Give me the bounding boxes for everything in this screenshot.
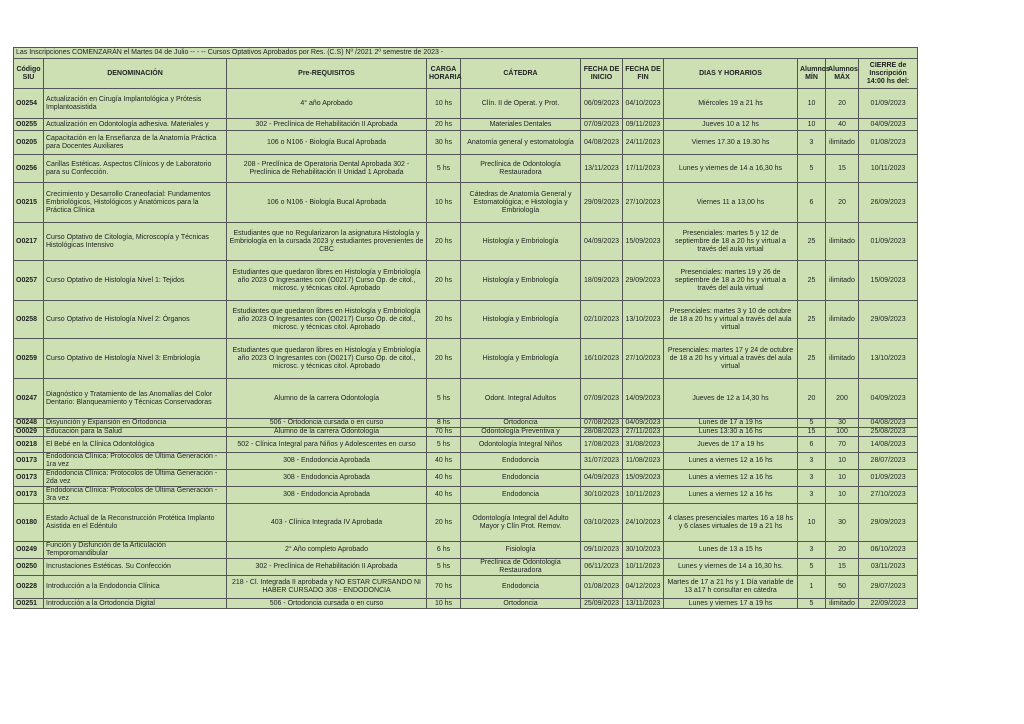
cell-codigo: O0205	[14, 131, 44, 155]
cell-carga: 40 hs	[427, 453, 461, 470]
cell-dias: Lunes y viernes de 14 a 16,30 hs	[664, 155, 798, 183]
cell-min: 25	[798, 223, 826, 261]
cell-carga: 5 hs	[427, 437, 461, 453]
cell-min: 3	[798, 470, 826, 487]
cell-inicio: 04/09/2023	[581, 223, 623, 261]
cell-prerequisitos: Estudiantes que no Regularizaron la asignatura Histología y Embriología en la cursada 2023 y estudiantes provenientes de CBC	[227, 223, 427, 261]
cell-prerequisitos: 106 o N106 - Biología Bucal Aprobada	[227, 131, 427, 155]
cell-carga: 20 hs	[427, 119, 461, 131]
cell-cierre: 29/09/2023	[859, 504, 918, 542]
cell-cierre: 04/08/2023	[859, 419, 918, 428]
cell-denominacion: Introducción a la Endodoncia Clínica	[44, 576, 227, 599]
cell-denominacion: Curso Optativo de Citología, Microscopía y Técnicas Histológicas Intensivo	[44, 223, 227, 261]
cell-fin: 31/08/2023	[623, 437, 664, 453]
cell-inicio: 09/10/2023	[581, 542, 623, 559]
cell-max: 20	[826, 89, 859, 119]
cell-prerequisitos: 506 - Ortodoncia cursada o en curso	[227, 419, 427, 428]
cell-min: 10	[798, 89, 826, 119]
table-row	[14, 301, 918, 339]
header-codigo: Código SIU	[14, 59, 44, 89]
cell-dias: Lunes a viernes 12 a 16 hs	[664, 487, 798, 504]
cell-catedra: Odontología Integral del Adulto Mayor y Clín Prot. Remov.	[461, 504, 581, 542]
cell-dias: Jueves 10 a 12 hs	[664, 119, 798, 131]
table-row	[14, 379, 918, 419]
cell-prerequisitos: 106 o N106 - Biología Bucal Aprobada	[227, 183, 427, 223]
cell-dias: Miércoles 19 a 21 hs	[664, 89, 798, 119]
cell-max: 10	[826, 453, 859, 470]
cell-fin: 29/09/2023	[623, 261, 664, 301]
cell-fin: 13/10/2023	[623, 301, 664, 339]
cell-prerequisitos: 302 - Preclínica de Rehabilitación II Aprobada	[227, 559, 427, 576]
cell-cierre: 01/09/2023	[859, 89, 918, 119]
cell-codigo: O0259	[14, 339, 44, 379]
header-denominacion: DENOMINACIÓN	[44, 59, 227, 89]
cell-denominacion: Actualización en Cirugía Implantológica y Prótesis Implantoasistida	[44, 89, 227, 119]
cell-prerequisitos: Estudiantes que quedaron libres en Histología y Embriología año 2023 O Ingresantes con (O0217) Curso Op. de citol., microsc. y técnicas citol. Aprobado	[227, 261, 427, 301]
cell-denominacion: Endodoncia Clínica: Protocolos de Última Generación - 2da vez	[44, 470, 227, 487]
header-cierre: CIERRE de Inscripción 14:00 hs del:	[859, 59, 918, 89]
cell-max: 15	[826, 559, 859, 576]
cell-carga: 6 hs	[427, 542, 461, 559]
cell-carga: 70 hs	[427, 428, 461, 437]
cell-codigo: O0258	[14, 301, 44, 339]
cell-denominacion: Estado Actual de la Reconstrucción Protética Implanto Asistida en el Edéntulo	[44, 504, 227, 542]
cell-cierre: 01/09/2023	[859, 470, 918, 487]
cell-codigo: O0248	[14, 419, 44, 428]
cell-inicio: 03/10/2023	[581, 504, 623, 542]
cell-catedra: Odont. Integral Adultos	[461, 379, 581, 419]
cell-denominacion: Curso Optativo de Histología Nivel 3: Embriología	[44, 339, 227, 379]
cell-max: ilimitado	[826, 301, 859, 339]
cell-codigo: O0217	[14, 223, 44, 261]
cell-codigo: O0256	[14, 155, 44, 183]
cell-dias: Lunes a viernes 12 a 16 hs	[664, 453, 798, 470]
cell-inicio: 13/11/2023	[581, 155, 623, 183]
cell-min: 5	[798, 155, 826, 183]
cell-max: 15	[826, 155, 859, 183]
cell-inicio: 04/08/2023	[581, 131, 623, 155]
cell-dias: Viernes 17.30 a 19.30 hs	[664, 131, 798, 155]
cell-min: 25	[798, 261, 826, 301]
cell-denominacion: Introducción a la Ortodoncia Digital	[44, 599, 227, 609]
cell-dias: Jueves de 17 a 19 hs	[664, 437, 798, 453]
table-row	[14, 419, 918, 428]
cell-min: 25	[798, 339, 826, 379]
cell-cierre: 29/09/2023	[859, 301, 918, 339]
cell-fin: 27/11/2023	[623, 428, 664, 437]
cell-fin: 04/10/2023	[623, 89, 664, 119]
cell-max: 20	[826, 542, 859, 559]
cell-carga: 10 hs	[427, 599, 461, 609]
cell-cierre: 27/10/2023	[859, 487, 918, 504]
header-dias: DIAS Y HORARIOS	[664, 59, 798, 89]
cell-dias: Presenciales: martes 5 y 12 de septiembre de 18 a 20 hs y virtual a través del aula virtual	[664, 223, 798, 261]
cell-catedra: Preclínica de Odontología Restauradora	[461, 559, 581, 576]
cell-codigo: O0251	[14, 599, 44, 609]
cell-min: 5	[798, 419, 826, 428]
table-row	[14, 119, 918, 131]
cell-prerequisitos: 218 - Cl. Integrada II aprobada y NO ESTAR CURSANDO NI HABER CURSADO 308 - ENDODONCIA	[227, 576, 427, 599]
cell-catedra: Histología y Embriología	[461, 339, 581, 379]
cell-min: 6	[798, 183, 826, 223]
cell-max: 20	[826, 183, 859, 223]
cell-codigo: O0218	[14, 437, 44, 453]
cell-min: 20	[798, 379, 826, 419]
cell-inicio: 06/11/2023	[581, 559, 623, 576]
cell-codigo: O0249	[14, 542, 44, 559]
cell-prerequisitos: Alumno de la carrera Odontología	[227, 428, 427, 437]
cell-carga: 20 hs	[427, 504, 461, 542]
cell-denominacion: Carillas Estéticas. Aspectos Clínicos y de Laboratorio para su Confección.	[44, 155, 227, 183]
cell-carga: 40 hs	[427, 487, 461, 504]
cell-inicio: 06/09/2023	[581, 89, 623, 119]
table-row	[14, 559, 918, 576]
cell-cierre: 14/08/2023	[859, 437, 918, 453]
table-row	[14, 183, 918, 223]
cell-denominacion: Capacitación en la Enseñanza de la Anatomía Práctica para Docentes Auxiliares	[44, 131, 227, 155]
cell-inicio: 17/08/2023	[581, 437, 623, 453]
cell-inicio: 01/08/2023	[581, 576, 623, 599]
cell-cierre: 22/09/2023	[859, 599, 918, 609]
cell-inicio: 07/09/2023	[581, 119, 623, 131]
cell-fin: 17/11/2023	[623, 155, 664, 183]
table-row	[14, 428, 918, 437]
cell-codigo: O0215	[14, 183, 44, 223]
cell-fin: 10/11/2023	[623, 487, 664, 504]
cell-dias: Lunes y viernes de 14 a 16,30 hs.	[664, 559, 798, 576]
cell-prerequisitos: Alumno de la carrera Odontología	[227, 379, 427, 419]
table-row	[14, 155, 918, 183]
cell-cierre: 13/10/2023	[859, 339, 918, 379]
cell-denominacion: Actualización en Odontología adhesiva. Materiales y	[44, 119, 227, 131]
cell-prerequisitos: Estudiantes que quedaron libres en Histología y Embriología año 2023 O Ingresantes con (O0217) Curso Op. de citol., microsc. y técnicas citol. Aprobado	[227, 301, 427, 339]
cell-max: 10	[826, 487, 859, 504]
cell-min: 10	[798, 504, 826, 542]
cell-inicio: 25/09/2023	[581, 599, 623, 609]
cell-prerequisitos: 506 - Ortodoncia cursada o en curso	[227, 599, 427, 609]
cell-dias: Lunes de 13 a 15 hs	[664, 542, 798, 559]
cell-catedra: Odontología Integral Niños	[461, 437, 581, 453]
cell-codigo: O0247	[14, 379, 44, 419]
cell-codigo: O0173	[14, 453, 44, 470]
header-catedra: CÁTEDRA	[461, 59, 581, 89]
cell-prerequisitos: 4° año Aprobado	[227, 89, 427, 119]
cell-cierre: 01/08/2023	[859, 131, 918, 155]
cell-catedra: Endodoncia	[461, 470, 581, 487]
cell-max: 70	[826, 437, 859, 453]
cell-catedra: Histología y Embriología	[461, 261, 581, 301]
cell-min: 3	[798, 453, 826, 470]
cell-prerequisitos: Estudiantes que quedaron libres en Histología y Embriología año 2023 O Ingresantes con (O0217) Curso Op. de citol., microsc. y técnicas citol. Aprobado	[227, 339, 427, 379]
cell-codigo: O0228	[14, 576, 44, 599]
cell-denominacion: Educación para la Salud	[44, 428, 227, 437]
cell-dias: Martes de 17 a 21 hs y 1 Día variable de 13 a17 h consultar en cátedra	[664, 576, 798, 599]
cell-carga: 20 hs	[427, 301, 461, 339]
cell-inicio: 31/07/2023	[581, 453, 623, 470]
cell-carga: 5 hs	[427, 379, 461, 419]
header-inicio: FECHA DE INICIO	[581, 59, 623, 89]
cell-min: 15	[798, 428, 826, 437]
cell-max: ilimitado	[826, 599, 859, 609]
cell-cierre: 29/07/2023	[859, 576, 918, 599]
cell-cierre: 25/08/2023	[859, 428, 918, 437]
cell-catedra: Endodoncia	[461, 576, 581, 599]
cell-cierre: 01/09/2023	[859, 223, 918, 261]
cell-cierre: 06/10/2023	[859, 542, 918, 559]
cell-denominacion: Incrustaciones Estéticas. Su Confección	[44, 559, 227, 576]
cell-fin: 24/11/2023	[623, 131, 664, 155]
cell-carga: 70 hs	[427, 576, 461, 599]
table-row	[14, 89, 918, 119]
cell-max: 40	[826, 119, 859, 131]
cell-carga: 5 hs	[427, 155, 461, 183]
cell-fin: 27/10/2023	[623, 339, 664, 379]
cell-denominacion: Crecimiento y Desarrollo Craneofacial: Fundamentos Embriológicos, Histológicos y Anatómicos para la Práctica Clínica	[44, 183, 227, 223]
cell-dias: Lunes y viernes 17 a 19 hs	[664, 599, 798, 609]
cell-denominacion: Función y Disfunción de la Articulación Temporomandibular	[44, 542, 227, 559]
cell-inicio: 02/10/2023	[581, 301, 623, 339]
cell-codigo: O0255	[14, 119, 44, 131]
cell-fin: 27/10/2023	[623, 183, 664, 223]
cell-fin: 10/11/2023	[623, 559, 664, 576]
table-row	[14, 437, 918, 453]
cell-inicio: 04/09/2023	[581, 470, 623, 487]
cell-min: 25	[798, 301, 826, 339]
cell-prerequisitos: 308 - Endodoncia Aprobada	[227, 453, 427, 470]
cell-catedra: Clín. II de Operat. y Prot.	[461, 89, 581, 119]
cell-catedra: Histología y Embriología	[461, 301, 581, 339]
table-row	[14, 470, 918, 487]
cell-denominacion: Curso Optativo de Histología Nivel 1: Tejidos	[44, 261, 227, 301]
cell-max: 10	[826, 470, 859, 487]
cell-inicio: 07/09/2023	[581, 379, 623, 419]
cell-max: ilimitado	[826, 261, 859, 301]
cell-carga: 8 hs	[427, 419, 461, 428]
table-row	[14, 504, 918, 542]
cell-catedra: Histología y Embriología	[461, 223, 581, 261]
cell-denominacion: Disyunción y Expansión en Ortodoncia	[44, 419, 227, 428]
cell-max: ilimitado	[826, 223, 859, 261]
cell-cierre: 10/11/2023	[859, 155, 918, 183]
cell-codigo: O0173	[14, 487, 44, 504]
cell-carga: 20 hs	[427, 261, 461, 301]
cell-carga: 10 hs	[427, 183, 461, 223]
title-row	[14, 48, 918, 59]
cell-dias: Lunes a viernes 12 a 16 hs	[664, 470, 798, 487]
cell-inicio: 18/09/2023	[581, 261, 623, 301]
table-row	[14, 453, 918, 470]
cell-prerequisitos: 403 - Clínica Integrada IV Aprobada	[227, 504, 427, 542]
cell-codigo: O0180	[14, 504, 44, 542]
cell-cierre: 04/09/2023	[859, 119, 918, 131]
table-row	[14, 339, 918, 379]
cell-prerequisitos: 502 - Clínica Integral para Niños y Adolescentes en curso	[227, 437, 427, 453]
cell-catedra: Endodoncia	[461, 487, 581, 504]
table-row	[14, 599, 918, 609]
cell-cierre: 15/09/2023	[859, 261, 918, 301]
cell-catedra: Ortodoncia	[461, 419, 581, 428]
cell-cierre: 03/11/2023	[859, 559, 918, 576]
cell-fin: 04/09/2023	[623, 419, 664, 428]
cell-catedra: Materiales Dentales	[461, 119, 581, 131]
cell-fin: 14/09/2023	[623, 379, 664, 419]
cell-fin: 13/11/2023	[623, 599, 664, 609]
cell-dias: Jueves de 12 a 14,30 hs	[664, 379, 798, 419]
cell-dias: Viernes 11 a 13,00 hs	[664, 183, 798, 223]
cell-max: ilimitado	[826, 131, 859, 155]
cell-prerequisitos: 308 - Endodoncia Aprobada	[227, 470, 427, 487]
cell-prerequisitos: 308 - Endodoncia Aprobada	[227, 487, 427, 504]
cell-min: 3	[798, 131, 826, 155]
cell-carga: 10 hs	[427, 89, 461, 119]
table-row	[14, 542, 918, 559]
cell-min: 1	[798, 576, 826, 599]
header-fin: FECHA DE FIN	[623, 59, 664, 89]
sheet-title: Las Inscripciones COMENZARÁN el Martes 04 de Julio -- - -- Cursos Optativos Aprobados por Res. (C.S) Nº /2021 2º semestre de 2023 -	[14, 48, 918, 59]
cell-dias: Lunes 13:30 a 16 hs	[664, 428, 798, 437]
cell-inicio: 07/08/2023	[581, 419, 623, 428]
cell-catedra: Odontología Preventiva y	[461, 428, 581, 437]
cell-denominacion: Endodoncia Clínica: Protocolos de Última Generación - 3ra vez	[44, 487, 227, 504]
cell-inicio: 28/08/2023	[581, 428, 623, 437]
cell-max: 50	[826, 576, 859, 599]
cell-prerequisitos: 2° Año completo Aprobado	[227, 542, 427, 559]
header-row	[14, 59, 918, 89]
cell-dias: Presenciales: martes 19 y 26 de septiembre de 18 a 20 hs y virtual a través del aula virtual	[664, 261, 798, 301]
cell-fin: 30/10/2023	[623, 542, 664, 559]
cell-catedra: Ortodoncia	[461, 599, 581, 609]
cell-min: 10	[798, 119, 826, 131]
cell-inicio: 16/10/2023	[581, 339, 623, 379]
cell-denominacion: Diagnóstico y Tratamiento de las Anomalías del Color Dentario: Blanqueamiento y Técnicas Conservadoras	[44, 379, 227, 419]
cell-codigo: O0254	[14, 89, 44, 119]
cell-prerequisitos: 302 - Preclínica de Rehabilitación II Aprobada	[227, 119, 427, 131]
cell-max: 30	[826, 504, 859, 542]
cell-fin: 09/11/2023	[623, 119, 664, 131]
cell-codigo: O0029	[14, 428, 44, 437]
cell-codigo: O0173	[14, 470, 44, 487]
cell-fin: 15/09/2023	[623, 470, 664, 487]
cell-catedra: Fisiología	[461, 542, 581, 559]
cell-codigo: O0257	[14, 261, 44, 301]
header-max: Alumnos MÁX	[826, 59, 859, 89]
table-row	[14, 487, 918, 504]
cell-catedra: Cátedras de Anatomía General y Estomatológica; e Histología y Embriología	[461, 183, 581, 223]
cell-min: 5	[798, 559, 826, 576]
table-row	[14, 223, 918, 261]
cell-min: 3	[798, 487, 826, 504]
cell-carga: 40 hs	[427, 470, 461, 487]
cell-max: 200	[826, 379, 859, 419]
cell-carga: 5 hs	[427, 559, 461, 576]
cell-carga: 20 hs	[427, 223, 461, 261]
cell-prerequisitos: 208 - Preclínica de Operatoria Dental Aprobada 302 - Preclínica de Rehabilitación II Unidad 1 Aprobada	[227, 155, 427, 183]
cell-codigo: O0250	[14, 559, 44, 576]
cell-max: 30	[826, 419, 859, 428]
cell-catedra: Endodoncia	[461, 453, 581, 470]
cell-dias: Lunes de 17 a 19 hs	[664, 419, 798, 428]
cell-fin: 04/12/2023	[623, 576, 664, 599]
cell-carga: 20 hs	[427, 339, 461, 379]
header-prerequisitos: Pre-REQUISITOS	[227, 59, 427, 89]
cell-dias: Presenciales: martes 17 y 24 de octubre de 18 a 20 hs y virtual a través del aula virtual	[664, 339, 798, 379]
cell-denominacion: Endodoncia Clínica: Protocolos de Última Generación - 1ra vez	[44, 453, 227, 470]
cell-cierre: 28/07/2023	[859, 453, 918, 470]
cell-carga: 30 hs	[427, 131, 461, 155]
cell-cierre: 26/09/2023	[859, 183, 918, 223]
cell-inicio: 30/10/2023	[581, 487, 623, 504]
table-row	[14, 131, 918, 155]
table-row	[14, 261, 918, 301]
cell-dias: Presenciales: martes 3 y 10 de octubre de 18 a 20 hs y virtual a través del aula virtual	[664, 301, 798, 339]
cell-inicio: 29/09/2023	[581, 183, 623, 223]
header-carga: CARGA HORARIA	[427, 59, 461, 89]
cell-cierre: 04/09/2023	[859, 379, 918, 419]
cell-fin: 11/08/2023	[623, 453, 664, 470]
courses-table	[13, 47, 918, 609]
table-row	[14, 576, 918, 599]
cell-catedra: Preclínica de Odontología Restauradora	[461, 155, 581, 183]
cell-fin: 24/10/2023	[623, 504, 664, 542]
cell-min: 6	[798, 437, 826, 453]
cell-max: ilimitado	[826, 339, 859, 379]
cell-fin: 15/09/2023	[623, 223, 664, 261]
header-min: Alumnos MÍN	[798, 59, 826, 89]
cell-denominacion: Curso Optativo de Histología Nivel 2: Órganos	[44, 301, 227, 339]
cell-min: 5	[798, 599, 826, 609]
cell-max: 100	[826, 428, 859, 437]
cell-denominacion: El Bebé en la Clínica Odontológica	[44, 437, 227, 453]
cell-catedra: Anatomía general y estomatología	[461, 131, 581, 155]
cell-min: 3	[798, 542, 826, 559]
cell-dias: 4 clases presenciales martes 16 a 18 hs y 6 clases virtuales de 19 a 21 hs	[664, 504, 798, 542]
